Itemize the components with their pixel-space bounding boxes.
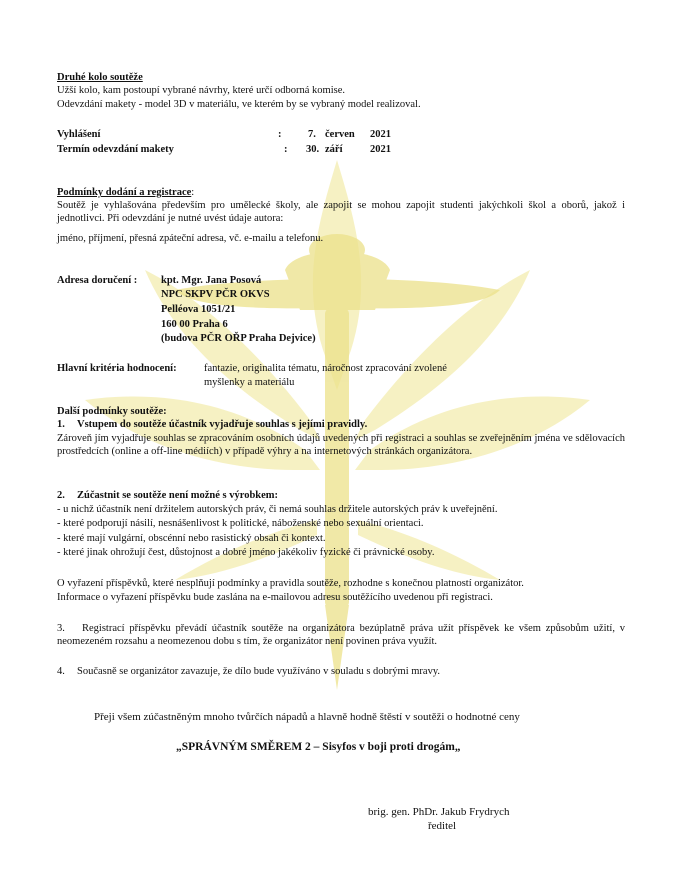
exclusion-line-1: O vyřazení příspěvků, které nesplňují podmínky a pravidla soutěže, rozhodne s konečnou platností organizátor.	[57, 578, 524, 589]
exclusion-line-2: Informace o vyřazení příspěvku bude zaslána na e-mailovou adresu soutěžícího uvedenou při registraci.	[57, 592, 493, 603]
bullet-1: - u nichž účastník není držitelem autorských práv, či nemá souhlas držitele autorských práv k uveřejnění.	[57, 504, 498, 515]
conditions-text-1: Soutěž je vyhlašována především pro umělecké školy, ale zapojit se mohou zapojit studenti jakýchkoli škol a oborů, jakož i jednotlivci. Při odevzdání je nutné uvést údaje autora:	[57, 200, 625, 224]
round-line-2: Odevzdání makety - model 3D v materiálu, ve kterém by se vybraný model realizoval.	[57, 99, 421, 110]
item1-text: Zároveň jím vyjadřuje souhlas se zpracováním osobních údajů uvedených při registraci a souhlas se zveřejněním jména ve sdělovacích prostředcích (online a off-line médiích) v případě výhry a na internetových stránkách organizátora.	[57, 433, 625, 457]
closing-title: „SPRÁVNÝM SMĚREM 2 – Sisyfos v boji proti drogám„	[176, 741, 461, 753]
round-line-1: Užší kolo, kam postoupí vybrané návrhy, které určí odborná komise.	[57, 85, 346, 96]
address-line-5: (budova PČR OŘP Praha Dejvice)	[161, 333, 316, 344]
announce-label: Vyhlášení	[57, 129, 101, 140]
bullet-2: - které podporují násilí, nesnášenlivost k politické, náboženské nebo sexuální orientaci.	[57, 518, 424, 529]
signer-role: ředitel	[428, 820, 457, 832]
deadline-colon: :	[284, 144, 288, 155]
address-line-1: kpt. Mgr. Jana Posová	[161, 275, 262, 286]
item1-number: 1.	[57, 419, 65, 430]
item3-number: 3.	[57, 623, 65, 634]
further-heading: Další podmínky soutěže:	[57, 406, 167, 417]
address-line-3: Pelléova 1051/21	[161, 304, 236, 315]
criteria-line-1: fantazie, originalita tématu, náročnost zpracování zvolené	[204, 363, 447, 374]
bullet-3: - které mají vulgární, obscénní nebo rasistický obsah či kontext.	[57, 533, 326, 544]
conditions-heading-text: Podmínky dodání a registrace	[57, 187, 192, 198]
deadline-month: září	[325, 144, 343, 155]
announce-day: 7.	[308, 129, 316, 140]
conditions-text-2: jméno, příjmení, přesná zpáteční adresa, vč. e-mailu a telefonu.	[57, 233, 324, 244]
closing-wish: Přeji všem zúčastněným mnoho tvůrčích nápadů a hlavně hodně štěstí v soutěži o hodnotné ceny	[94, 711, 520, 723]
signer-name: brig. gen. PhDr. Jakub Frydrych	[368, 806, 510, 818]
conditions-heading-colon: :	[191, 187, 195, 198]
item2-number: 2.	[57, 490, 65, 501]
item3-text: Registrací příspěvku převádí účastník soutěže na organizátora bezúplatně práva užít příspěvek ke všem způsobům užití, v neomezeném rozsahu a neomezenou dobu s tím, že organizátor není povinen práva využít.	[57, 623, 625, 647]
deadline-day: 30.	[306, 144, 320, 155]
announce-colon: :	[278, 129, 282, 140]
bullet-4: - které jinak ohrožují čest, důstojnost a dobré jméno jakékoliv fyzické či právnické osoby.	[57, 547, 435, 558]
address-line-2: NPC SKPV PČR OKVS	[161, 289, 270, 300]
announce-year: 2021	[370, 129, 391, 140]
address-label: Adresa doručení :	[57, 275, 138, 286]
criteria-line-2: myšlenky a materiálu	[204, 377, 295, 388]
item4-text: Současně se organizátor zavazuje, že dílo bude využíváno v souladu s dobrými mravy.	[77, 666, 441, 677]
announce-month: červen	[325, 129, 355, 140]
item4-number: 4.	[57, 666, 65, 677]
watermark-blade	[325, 308, 349, 608]
item2-heading: Zúčastnit se soutěže není možné s výrobkem:	[77, 490, 279, 501]
round-heading: Druhé kolo soutěže	[57, 72, 143, 83]
address-line-4: 160 00 Praha 6	[161, 319, 228, 330]
item1-heading: Vstupem do soutěže účastník vyjadřuje souhlas s jejími pravidly.	[77, 419, 368, 430]
conditions-heading	[57, 186, 194, 199]
deadline-label: Termín odevzdání makety	[57, 144, 174, 155]
criteria-label: Hlavní kritéria hodnocení:	[57, 363, 177, 374]
deadline-year: 2021	[370, 144, 391, 155]
